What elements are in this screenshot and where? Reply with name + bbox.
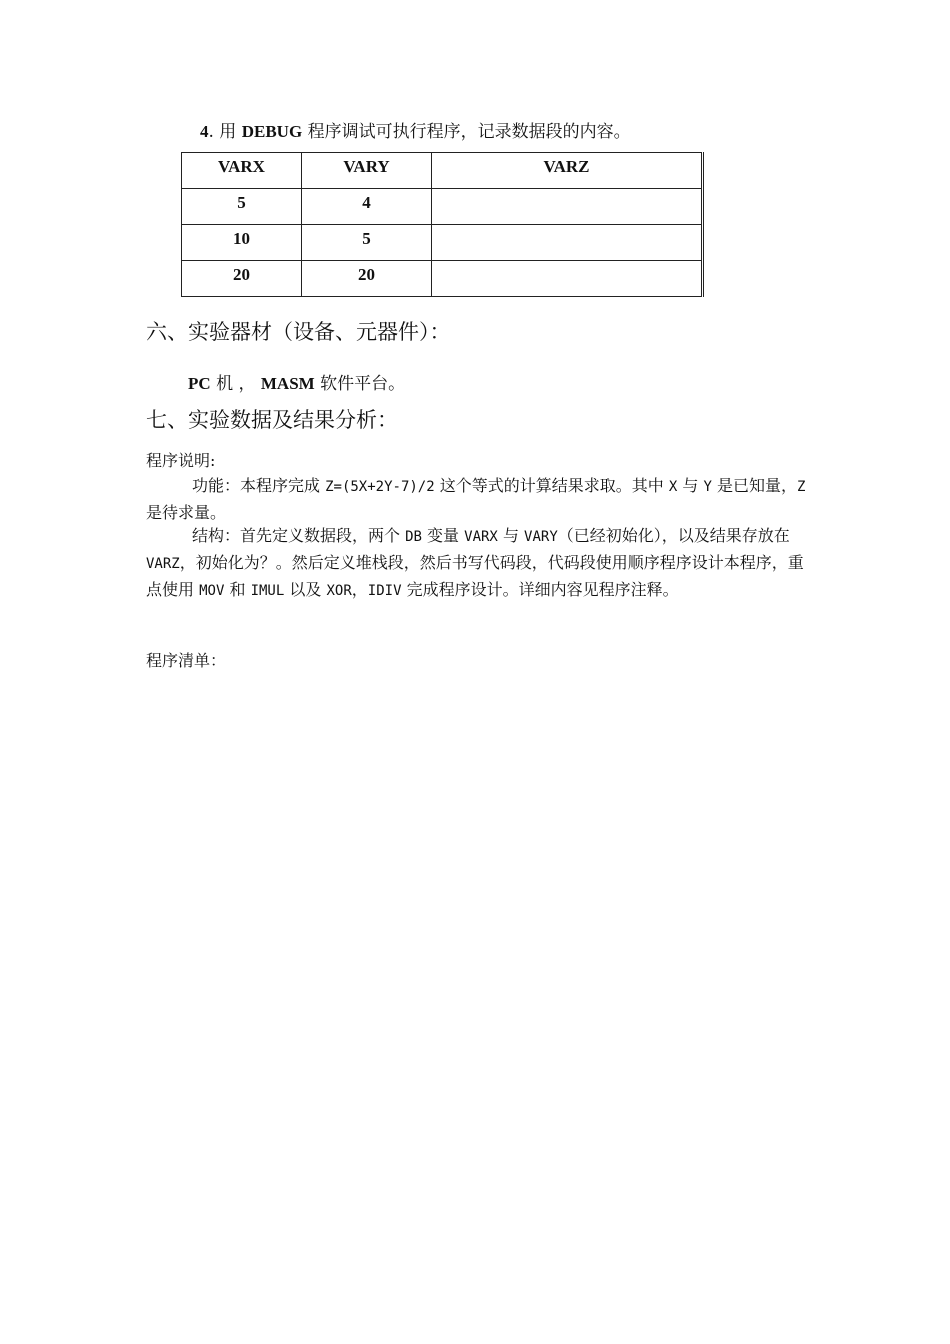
struct-text-f: 和 [224, 580, 251, 599]
section-6-heading: 六、实验器材（设备、元器件）： [146, 320, 451, 344]
imul-keyword: IMUL [250, 583, 285, 599]
cell-varz [432, 261, 703, 297]
struct-text-h: ， [351, 580, 368, 599]
func-text-d: 是已知量， [711, 476, 798, 495]
struct-text-d: （已经初始化），以及结果存放在 [557, 526, 790, 545]
header-varx: VARX [182, 153, 302, 189]
cell-varx: 5 [182, 189, 302, 225]
struct-text-b: 变量 [421, 526, 465, 545]
idiv-keyword: IDIV [367, 583, 402, 599]
cell-varx: 10 [182, 225, 302, 261]
cell-varx: 20 [182, 261, 302, 297]
struct-text-g: 以及 [284, 580, 327, 599]
step-number: 4 [200, 122, 209, 141]
xor-keyword: XOR [326, 583, 352, 599]
struct-text-a: 结构：首先定义数据段，两个 [192, 526, 406, 545]
varx-keyword: VARX [464, 529, 498, 545]
varz-keyword: VARZ [146, 556, 180, 572]
db-keyword: DB [405, 529, 422, 545]
cell-vary: 5 [302, 225, 432, 261]
section-7-heading: 七、实验数据及结果分析： [146, 408, 398, 432]
struct-text-i: 完成程序设计。详细内容见程序注释。 [401, 580, 679, 599]
struct-text-c: 与 [497, 526, 525, 545]
var-y: Y [703, 479, 712, 495]
pc-keyword: PC [188, 374, 211, 393]
table-header-row [182, 153, 703, 189]
equip-text-b: 软件平台。 [314, 374, 406, 394]
structure-paragraph [146, 523, 811, 604]
struct-text-e: ，初始化为？。然后定义堆栈段，然后书写代码段，代码段使用顺序程序设计本程序，重点使用 [146, 553, 804, 599]
masm-keyword: MASM [260, 374, 315, 393]
vary-keyword: VARY [524, 529, 558, 545]
var-x: X [668, 479, 678, 495]
program-listing-label: 程序清单： [146, 651, 227, 670]
debug-keyword: DEBUG [241, 122, 303, 141]
data-segment-table [181, 152, 704, 297]
cell-varz [432, 225, 703, 261]
func-text-a: 功能：本程序完成 [192, 476, 326, 495]
func-text-e: 是待求量。 [146, 503, 227, 522]
mov-keyword: MOV [199, 583, 225, 599]
equipment-line [188, 372, 405, 396]
func-text-b: 这个等式的计算结果求取。其中 [434, 476, 669, 495]
equip-text-a: 机 ， [210, 374, 261, 394]
step-4-instruction [200, 120, 631, 144]
header-vary: VARY [302, 153, 432, 189]
step-text-b: 程序调试可执行程序，记录数据段的内容。 [302, 122, 631, 142]
data-segment-table-container [181, 152, 705, 297]
table-row [182, 225, 703, 261]
header-varz: VARZ [432, 153, 703, 189]
table-row [182, 189, 703, 225]
cell-vary: 4 [302, 189, 432, 225]
function-paragraph [146, 473, 811, 525]
program-description-label: 程序说明: [146, 451, 216, 470]
table-row [182, 261, 703, 297]
formula: Z=(5X+2Y-7)/2 [325, 479, 435, 495]
var-z: Z [797, 479, 806, 495]
cell-varz [432, 189, 703, 225]
func-text-c: 与 [677, 476, 704, 495]
step-text-a: . 用 [208, 122, 242, 142]
cell-vary: 20 [302, 261, 432, 297]
